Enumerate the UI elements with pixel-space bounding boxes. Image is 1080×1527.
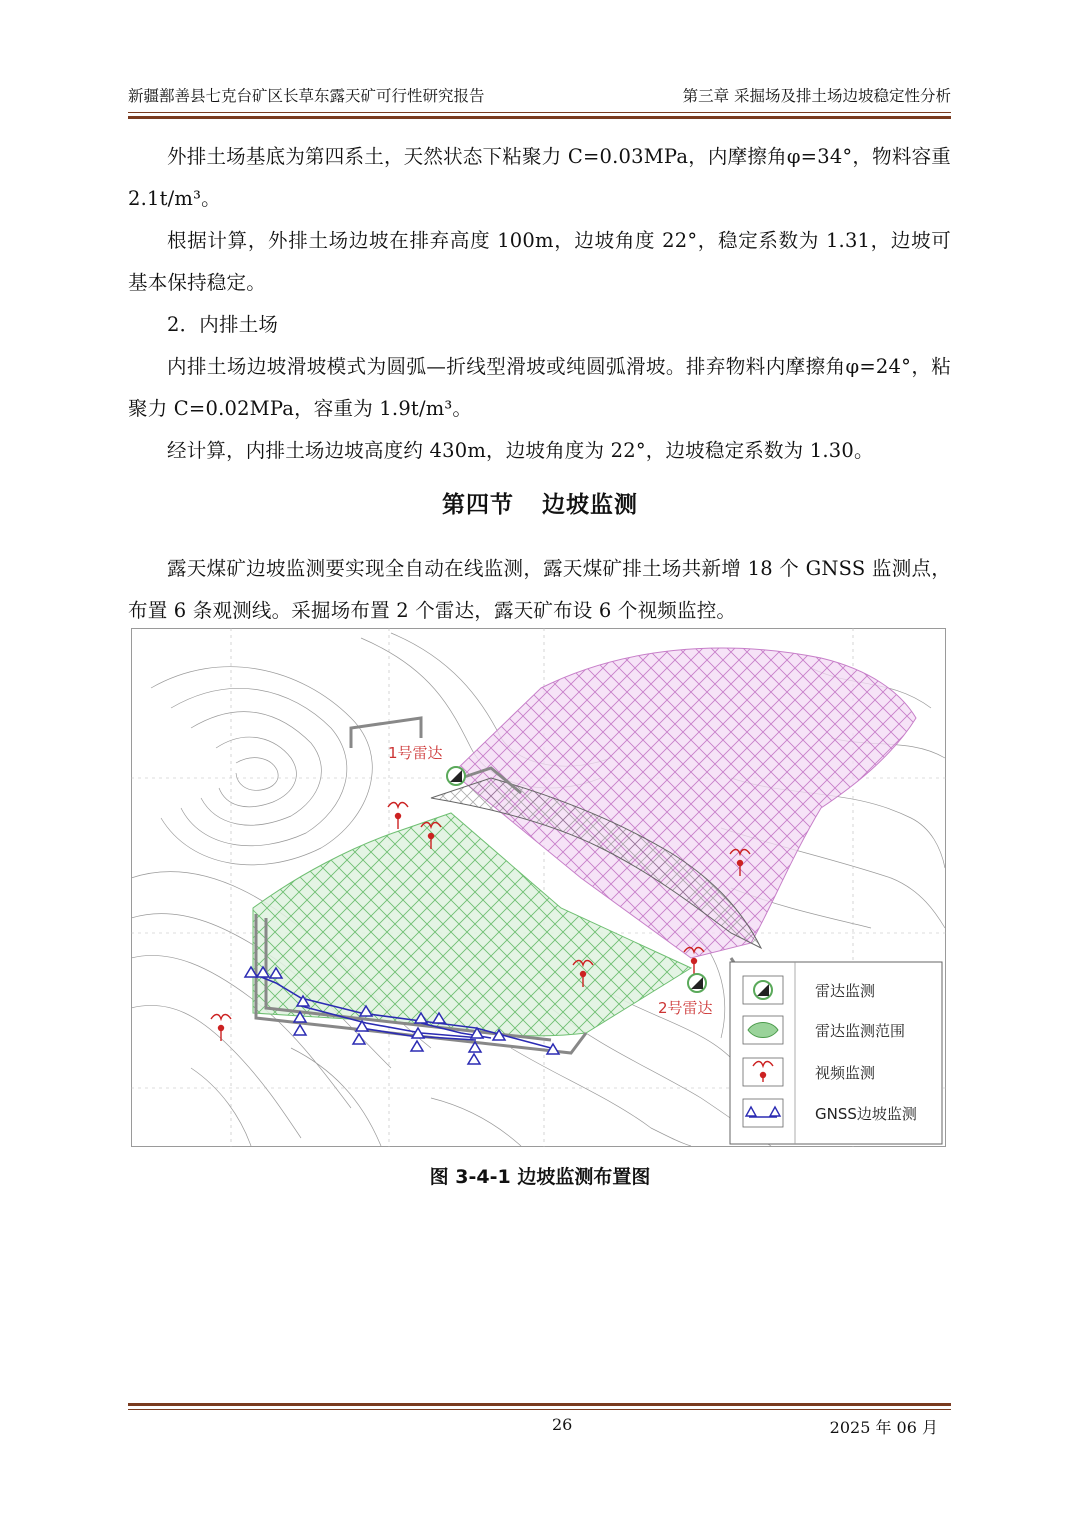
footer-rule-thin (128, 1409, 951, 1410)
radar-1-label: 1号雷达 (388, 744, 443, 762)
legend-radar-label: 雷达监测 (815, 982, 876, 1000)
subheading-inner-dump: 2．内排土场 (167, 313, 279, 336)
footer-rule-thick (128, 1403, 951, 1406)
header-rule-thin (128, 112, 951, 113)
paragraph-outer-dump-base: 外排土场基底为第四系土，天然状态下粘聚力 C=0.03MPa，内摩擦角φ=34°，物料容重 2.1t/m³。 (128, 145, 951, 210)
running-header (128, 86, 951, 106)
paragraph-monitoring-overview: 露天煤矿边坡监测要实现全自动在线监测，露天煤矿排土场共新增 18 个 GNSS 监测点，布置 6 条观测线。采掘场布置 2 个雷达，露天矿布设 6 个视频监控。 (128, 557, 951, 622)
monitoring-map (131, 628, 946, 1147)
map-legend (730, 962, 942, 1144)
radar-1-marker (447, 767, 465, 785)
section-number: 第四节 (442, 492, 514, 518)
footer-date: 2025 年 06 月 (829, 1418, 938, 1437)
header-chapter-title: 第三章 采掘场及排土场边坡稳定性分析 (682, 87, 951, 105)
header-rule-thick (128, 116, 951, 119)
section-title: 边坡监测 (542, 492, 638, 518)
page-number: 26 (552, 1415, 573, 1434)
radar-2-marker (688, 974, 706, 992)
radar-2-label: 2号雷达 (658, 999, 713, 1017)
paragraph-inner-dump-mode: 内排土场边坡滑坡模式为圆弧—折线型滑坡或纯圆弧滑坡。排弃物料内摩擦角φ=24°，粘聚力 C=0.02MPa，容重为 1.9t/m³。 (128, 355, 951, 420)
figure-caption: 图 3-4-1 边坡监测布置图 (429, 1166, 651, 1188)
monitoring-layout-figure (131, 628, 946, 1147)
header-report-title: 新疆鄯善县七克台矿区长草东露天矿可行性研究报告 (128, 87, 485, 105)
paragraph-inner-dump-calc: 经计算，内排土场边坡高度约 430m，边坡角度为 22°，边坡稳定系数为 1.30。 (167, 439, 874, 462)
legend-video-label: 视频监测 (815, 1064, 876, 1082)
section-heading (0, 486, 1080, 519)
legend-radar-range-label: 雷达监测范围 (815, 1022, 906, 1040)
legend-gnss-label: GNSS边坡监测 (815, 1105, 917, 1123)
paragraph-outer-dump-calc: 根据计算，外排土场边坡在排弃高度 100m，边坡角度 22°，稳定系数为 1.31，边坡可基本保持稳定。 (128, 229, 951, 294)
